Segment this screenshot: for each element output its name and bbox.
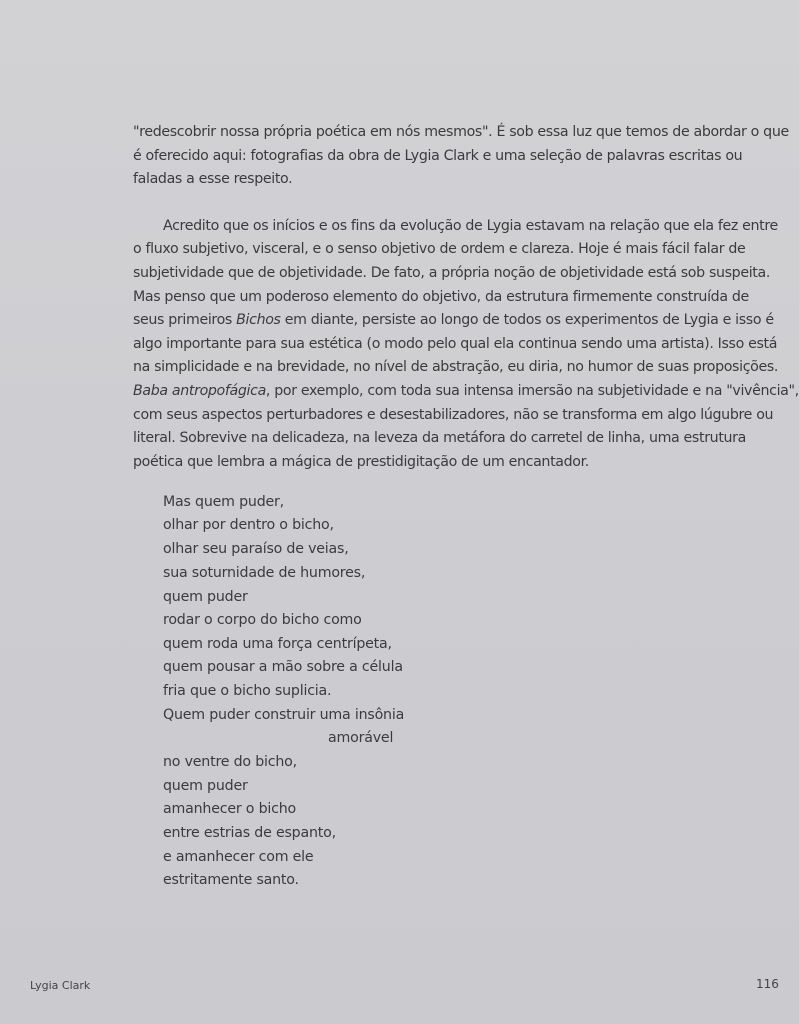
poem-line-10: Quem puder construir uma insônia xyxy=(163,707,405,723)
paragraph-1-line-2: é oferecido aqui: fotografias da obra de Lygia Clark e uma seleção de palavras escritas ou xyxy=(133,148,743,164)
poem-line-11: amorável xyxy=(328,730,394,746)
paragraph-2-line-10: literal. Sobrevive na delicadeza, na leveza da metáfora do carretel de linha, uma estrutura xyxy=(133,430,746,446)
paragraph-2-line-8-post: , por exemplo, com toda sua intensa imersão na subjetividade e na "vivência", xyxy=(265,383,799,399)
paragraph-2-line-3: subjetividade que de objetividade. De fato, a própria noção de objetividade está sob suspeita. xyxy=(133,265,771,281)
poem-line-13: quem puder xyxy=(163,778,248,794)
paragraph-2-line-5 xyxy=(133,311,774,329)
poem-line-15: entre estrias de espanto, xyxy=(163,825,336,841)
footer-author: Lygia Clark xyxy=(30,979,91,992)
paragraph-2-line-11: poética que lembra a mágica de prestidigitação de um encantador. xyxy=(133,454,589,470)
poem-line-14: amanhecer o bicho xyxy=(163,801,297,817)
paragraph-2-line-5-pre: seus primeiros xyxy=(133,312,237,328)
paragraph-1-line-3: faladas a esse respeito. xyxy=(133,171,293,187)
poem-line-6: rodar o corpo do bicho como xyxy=(163,612,362,628)
poem-line-7: quem roda uma força centrípeta, xyxy=(163,636,392,652)
bichos-title: Bichos xyxy=(236,312,281,328)
paragraph-2-line-2: o fluxo subjetivo, visceral, e o senso objetivo de ordem e clareza. Hoje é mais fácil falar de xyxy=(133,241,746,257)
poem-line-17: estritamente santo. xyxy=(163,872,299,888)
paragraph-2-line-6: algo importante para sua estética (o modo pelo qual ela continua sendo uma artista). Isso está xyxy=(133,336,778,352)
paragraph-1-line-1: "redescobrir nossa própria poética em nós mesmos". É sob essa luz que temos de abordar o que xyxy=(133,124,789,140)
poem-line-12: no ventre do bicho, xyxy=(163,754,297,770)
baba-antropofagica-title: Baba antropofágica xyxy=(133,383,266,399)
poem-line-9: fria que o bicho suplicia. xyxy=(163,683,332,699)
poem-line-2: olhar por dentro o bicho, xyxy=(163,517,334,533)
poem-line-3: olhar seu paraíso de veias, xyxy=(163,541,349,557)
paragraph-2-line-8 xyxy=(133,382,799,400)
poem-line-5: quem puder xyxy=(163,589,248,605)
poem-line-4: sua soturnidade de humores, xyxy=(163,565,366,581)
paragraph-2-line-7: na simplicidade e na brevidade, no nível de abstração, eu diria, no humor de suas proposições. xyxy=(133,359,779,375)
poem-line-1: Mas quem puder, xyxy=(163,494,284,510)
poem-line-16: e amanhecer com ele xyxy=(163,849,314,865)
paragraph-2-line-4: Mas penso que um poderoso elemento do objetivo, da estrutura firmemente construída de xyxy=(133,289,749,305)
paragraph-2-line-1: Acredito que os inícios e os fins da evolução de Lygia estavam na relação que ela fez entre xyxy=(163,218,778,234)
paragraph-2-line-5-post: em diante, persiste ao longo de todos os experimentos de Lygia e isso é xyxy=(280,312,774,328)
poem-line-8: quem pousar a mão sobre a célula xyxy=(163,659,403,675)
page-number: 116 xyxy=(756,977,779,991)
paragraph-2-line-9: com seus aspectos perturbadores e desestabilizadores, não se transforma em algo lúgubre ou xyxy=(133,407,774,423)
